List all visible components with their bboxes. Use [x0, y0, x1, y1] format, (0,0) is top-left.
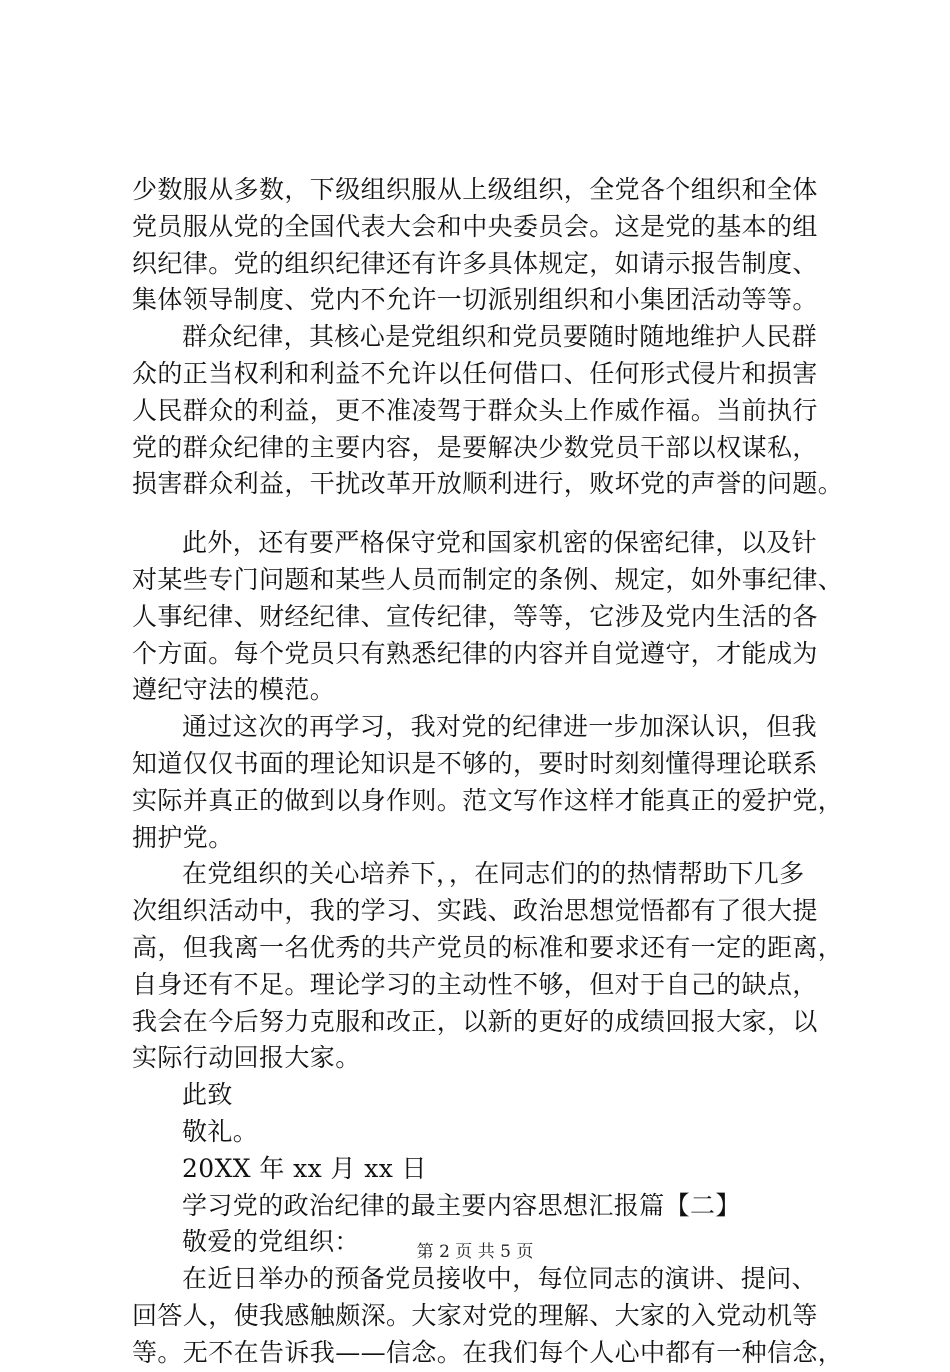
text-line: 党的群众纪律的主要内容，是要解决少数党员干部以权谋私，: [132, 432, 818, 462]
text-line: 等。无不在告诉我——信念。在我们每个人心中都有一种信念，: [132, 1337, 844, 1367]
text-line: 人事纪律、财经纪律、宣传纪律，等等，它涉及党内生活的各: [132, 601, 818, 631]
text-line: 众的正当权利和利益不允许以任何借口、任何形式侵片和损害: [132, 358, 818, 388]
text-line: 高，但我离一名优秀的共产党员的标准和要求还有一定的距离，: [132, 932, 844, 962]
closing-regards: 敬礼。: [182, 1116, 259, 1146]
closing-salutation: 此致: [182, 1080, 233, 1110]
paragraph-start: 在近日举办的预备党员接收中，每位同志的演讲、提问、: [182, 1264, 818, 1294]
text-line: 实际行动回报大家。: [132, 1043, 361, 1073]
text-line: 少数服从多数，下级组织服从上级组织，全党各个组织和全体: [132, 175, 818, 204]
text-line: 拥护党。: [132, 822, 234, 852]
paragraph-start: 通过这次的再学习，我对党的纪律进一步加深认识，但我: [182, 712, 818, 742]
letter-date: 20XX 年 xx 月 xx 日: [182, 1153, 427, 1183]
text-line: 对某些专门问题和某些人员而制定的条例、规定，如外事纪律、: [132, 564, 844, 594]
letter-greeting: 敬爱的党组织：: [182, 1227, 360, 1257]
text-line: 集体领导制度、党内不允许一切派别组织和小集团活动等等。: [132, 285, 818, 315]
text-line: 我会在今后努力克服和改正，以新的更好的成绩回报大家，以: [132, 1006, 818, 1036]
section-title: 学习党的政治纪律的最主要内容思想汇报篇【二】: [182, 1190, 741, 1220]
paragraph-start: 此外，还有要严格保守党和国家机密的保密纪律，以及针: [182, 528, 818, 558]
paragraph-start: 群众纪律，其核心是党组织和党员要随时随地维护人民群: [182, 322, 818, 352]
text-line: 党员服从党的全国代表大会和中央委员会。这是党的基本的组: [132, 211, 818, 241]
text-line: 损害群众利益，干扰改革开放顺利进行，败坏党的声誉的问题。: [132, 469, 844, 499]
text-line: 回答人，使我感触颇深。大家对党的理解、大家的入党动机等: [132, 1300, 818, 1330]
text-line: 人民群众的利益，更不准凌驾于群众头上作威作福。当前执行: [132, 395, 818, 425]
text-line: 实际并真正的做到以身作则。范文写作这样才能真正的爱护党，: [132, 785, 844, 815]
paragraph-gap: [132, 503, 832, 525]
text-line: 织纪律。党的组织纪律还有许多具体规定，如请示报告制度、: [132, 248, 818, 278]
text-line: 个方面。每个党员只有熟悉纪律的内容并自觉遵守，才能成为: [132, 638, 818, 668]
text-line: 遵纪守法的模范。: [132, 675, 336, 705]
text-line: 知道仅仅书面的理论知识是不够的，要时时刻刻懂得理论联系: [132, 748, 818, 778]
document-body: [132, 172, 844, 1372]
text-line: 自身还有不足。理论学习的主动性不够，但对于自己的缺点，: [132, 969, 818, 999]
text-line: 次组织活动中，我的学习、实践、政治思想觉悟都有了很大提: [132, 896, 818, 926]
paragraph-start: 在党组织的关心培养下，，在同志们的的热情帮助下几多: [182, 859, 805, 889]
page-number-footer: 第 2 页 共 5 页: [416, 1242, 534, 1262]
